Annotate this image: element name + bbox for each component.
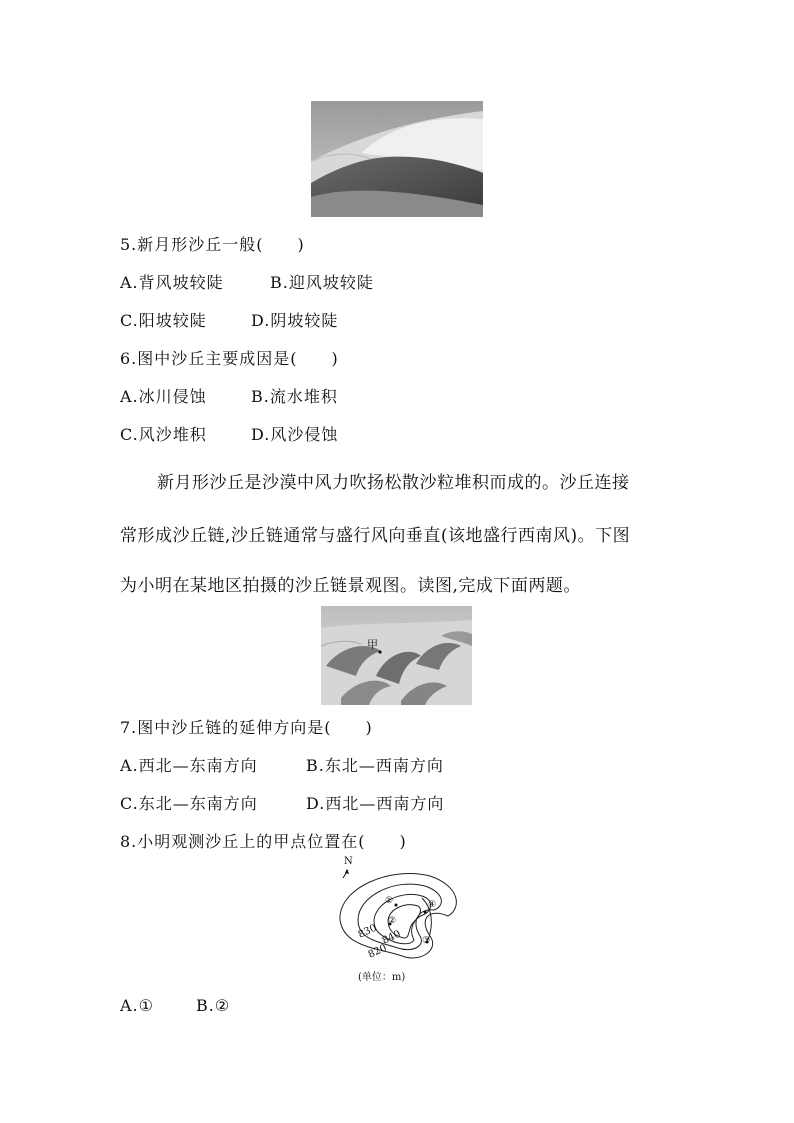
question-6-stem: 6.图中沙丘主要成因是( ) (120, 349, 339, 368)
north-arrow-label: N (344, 856, 353, 867)
point-3-label: ③ (422, 936, 431, 946)
point-1-label: ① (385, 896, 394, 906)
contour-label-820: 820 (366, 942, 389, 961)
question-8-stem: 8.小明观测沙丘上的甲点位置在( ) (120, 832, 407, 851)
question-7-option-c: C.东北—东南方向 (120, 794, 258, 813)
question-6-option-d: D.风沙侵蚀 (251, 425, 339, 444)
contour-map (330, 858, 465, 983)
crescent-dune-photo (311, 101, 483, 217)
passage-line-2: 常形成沙丘链,沙丘链通常与盛行风向垂直(该地盛行西南风)。下图 (120, 526, 631, 546)
point-jia-label: 甲 (367, 638, 378, 651)
question-5-option-b: B.迎风坡较陡 (270, 273, 374, 292)
question-7-option-b: B.东北—西南方向 (306, 756, 444, 775)
contour-label-830: 830 (356, 922, 379, 941)
question-7-option-d: D.西北—西南方向 (306, 794, 445, 813)
passage-line-3: 为小明在某地区拍摄的沙丘链景观图。读图,完成下面两题。 (120, 576, 581, 596)
question-8-option-b: B.② (196, 996, 231, 1015)
question-6-option-b: B.流水堆积 (251, 387, 338, 406)
question-5-option-a: A.背风坡较陡 (120, 273, 224, 292)
contour-label-840: 840 (380, 928, 403, 947)
dune-chain-photo (321, 606, 472, 705)
passage-line-1: 新月形沙丘是沙漠中风力吹扬松散沙粒堆积而成的。沙丘连接 (157, 473, 630, 493)
question-5-option-d: D.阴坡较陡 (251, 311, 339, 330)
question-7-option-a: A.西北—东南方向 (120, 756, 258, 775)
question-6-option-c: C.风沙堆积 (120, 425, 207, 444)
question-7-stem: 7.图中沙丘链的延伸方向是( ) (120, 718, 373, 737)
question-5-option-c: C.阳坡较陡 (120, 311, 207, 330)
question-5-stem: 5.新月形沙丘一般( ) (120, 235, 305, 254)
point-2-label: ② (388, 916, 397, 926)
unit-label: (单位：m) (358, 972, 406, 983)
question-8-option-a: A.① (120, 996, 154, 1015)
point-4-label: ④ (428, 900, 437, 910)
question-6-option-a: A.冰川侵蚀 (120, 387, 207, 406)
